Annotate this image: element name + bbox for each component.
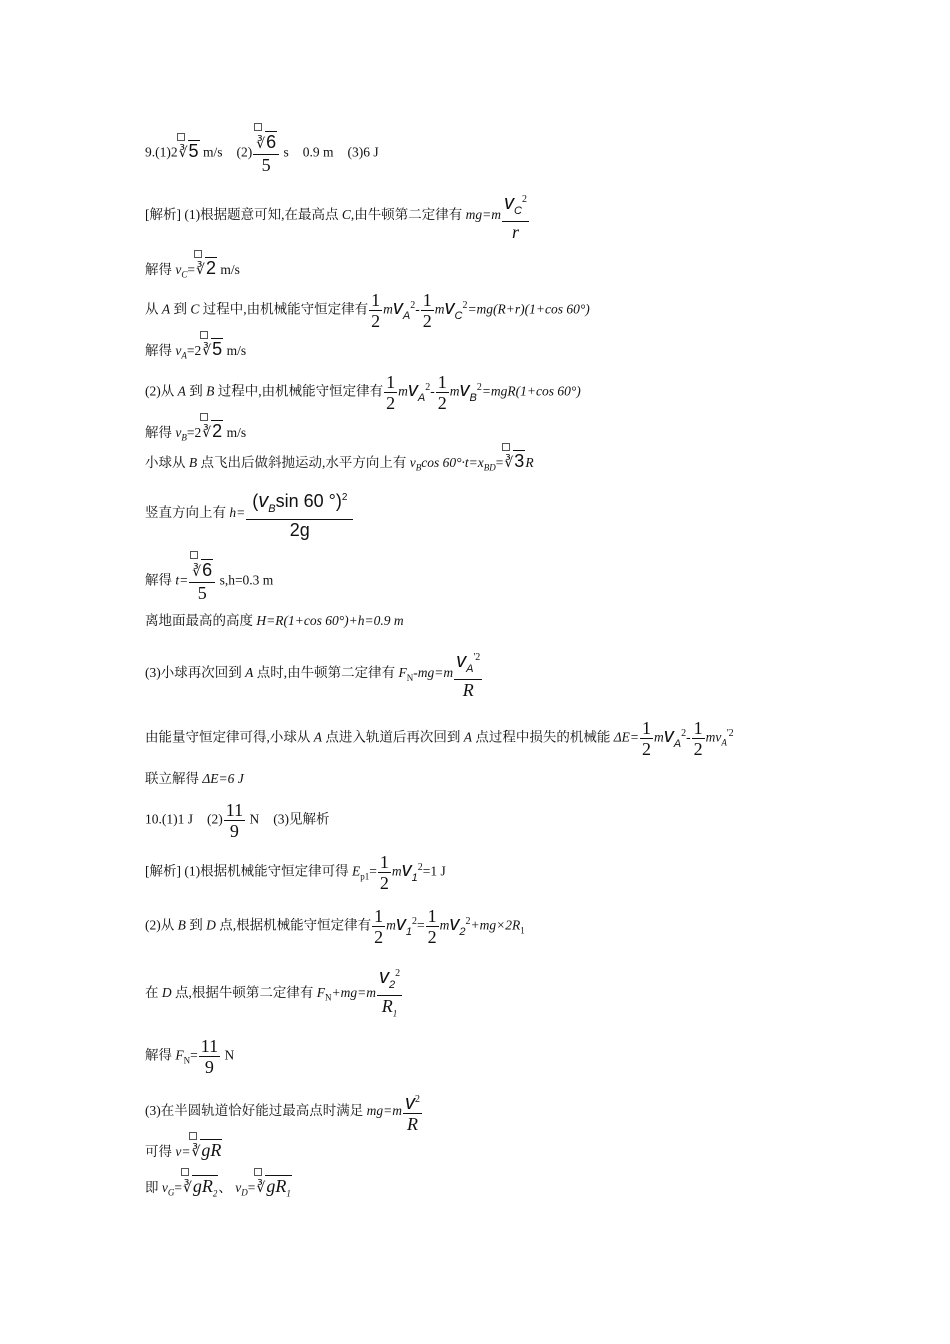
q9-line2: 解得 $v_C=$ ∛2 m/s	[145, 259, 240, 280]
q9-line10: 离地面最高的高度 H=R(1+cos 60°)+h=0.9 m	[145, 613, 404, 628]
q10-line6: 可得 v= ∛gR	[145, 1141, 222, 1159]
q10-line5: (3)在半圆轨道恰好能过最高点时满足 mg=m $\frac{v^2}{R}$	[145, 1092, 420, 1134]
q10-line2: (2)从 B 到 D 点,根据机械能守恒定律有 $\frac{1}{2}$ $mv_1^2=$ $\frac{1}{2}$ $mv_2^2+mg\times 2R_1$	[145, 906, 525, 947]
q9-line6: 解得 $v_B=2$ ∛2 m/s	[145, 422, 246, 443]
q10-answer: 10.(1)1 J (2) $\frac{11}{9}$ N (3)见解析	[145, 800, 330, 841]
q9-line13: 联立解得 ΔE=6 J	[145, 771, 244, 786]
q9-line5: (2)从 A 到 B 过程中,由机械能守恒定律有 $\frac{1}{2}$ $mv_A^2-$ $\frac{1}{2}$ $mv_B^2=mgR(1+\cos$ 60°)	[145, 372, 581, 413]
q10-line4: 解得 $F_N=$ $\frac{11}{9}$ N	[145, 1036, 235, 1077]
q10-line7: 即 $v_G=$ $∛gR_2$、 $v_D=$ $∛gR_1$	[145, 1177, 292, 1199]
q9-line12: 由能量守恒定律可得,小球从 A 点进入轨道后再次回到 A 点过程中损失的机械能 ΔE= $\frac{1}{2}$ $mv_A^2-$ $\frac{1}{2}$ $mv_A^{'2}$	[145, 718, 734, 759]
frac-vc2-over-r: $\frac{v_C^2}{r}$	[503, 192, 527, 242]
q9-line4: 解得 $v_A=2$ ∛5 m/s	[145, 340, 246, 361]
q9-line7: 小球从 B 点飞出后做斜抛运动,水平方向上有 $v_B\cos$ $60^\circ\cdot t=x_{BD}=$ ∛3R	[145, 452, 534, 473]
q9-line8: 竖直方向上有 h= $\frac{(v_B\sin 60 ^\circ)^2}{2g}$	[145, 488, 354, 540]
q9-line9: 解得 t= $\frac{∛6}{5}$ s,h=0.3 m	[145, 560, 273, 603]
sqrt-5: ∛5	[179, 142, 200, 160]
q9-line1: [解析] (1)根据题意可知,在最高点 C,由牛顿第二定律有 mg=m $\frac{v_C^2}{r}$	[145, 192, 527, 242]
q9-line11: (3)小球再次回到 A 点时,由牛顿第二定律有 $F_N-mg=m$ $\frac{v_A^{'2}}{R}$	[145, 650, 481, 700]
frac-sqrt6-over-5: $\frac{∛6}{5}$	[253, 132, 279, 175]
q9-line3: 从 A 到 C 过程中,由机械能守恒定律有 $\frac{1}{2}$ $mv_A^2-$ $\frac{1}{2}$ $mv_C^2=mg(R+r)(1+\cos$ 60°)	[145, 290, 590, 331]
q9-answer: 9.(1)2 ∛5 m/s (2) $\frac{∛6}{5}$ s 0.9 m (3)6 J	[145, 132, 379, 175]
q10-line3: 在 D 点,根据牛顿第二定律有 $F_N+mg=m$ $\frac{v_2^2}{R_1}$	[145, 966, 401, 1019]
sqrt-2: ∛2	[196, 259, 217, 277]
q10-line1: [解析] (1)根据机械能守恒定律可得 $E_{p1}=$ $\frac{1}{2}$ $mv_1^2=1$ J	[145, 852, 446, 893]
frac-height: $\frac{(v_B\sin 60 ^\circ)^2}{2g}$	[246, 488, 353, 540]
